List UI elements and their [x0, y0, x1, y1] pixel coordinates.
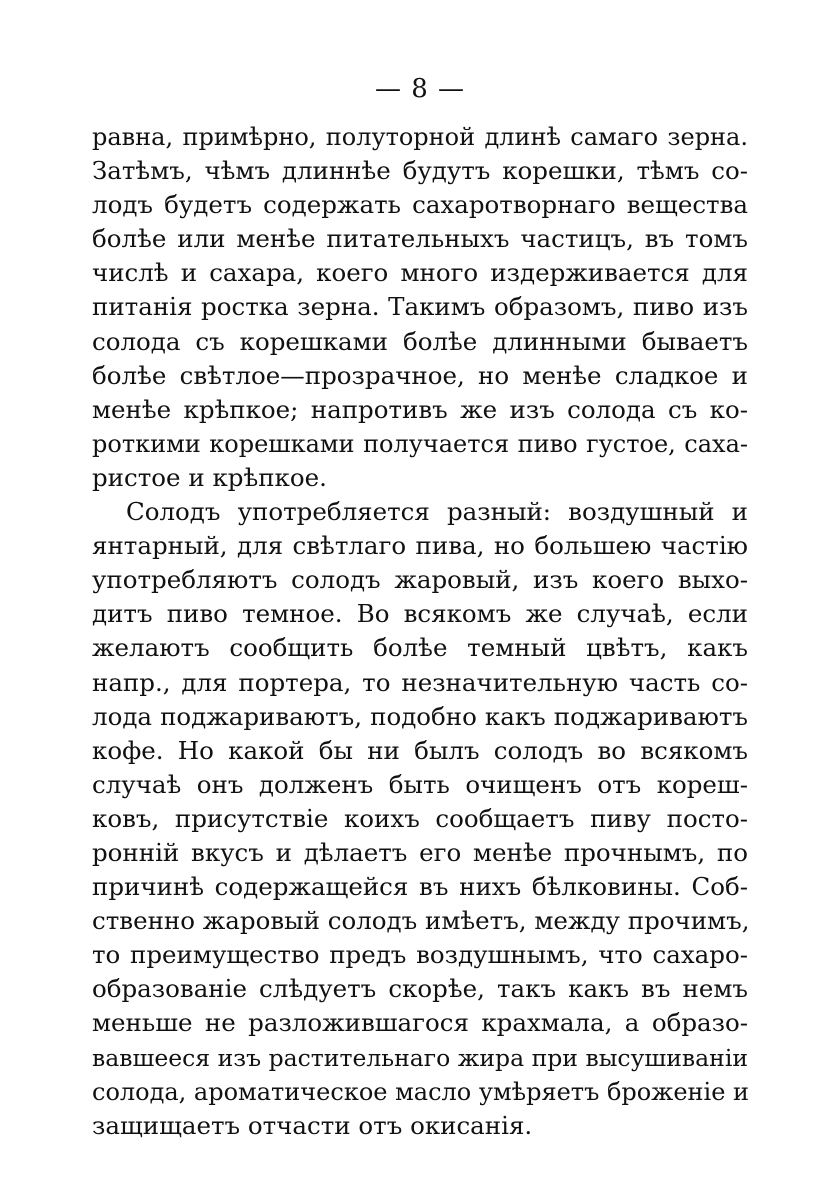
paragraph-2: [92, 495, 748, 1143]
text-line: болѣе свѣтлое—прозрачное, но менѣе сладкое и: [92, 360, 748, 390]
text-line: менѣе крѣпкое; напротивъ же изъ солода съ ко-: [92, 394, 748, 424]
text-line: Солодъ употребляется разный: воздушный и: [126, 497, 748, 527]
text-line: лода поджариваютъ, подобно какъ поджариваютъ: [92, 701, 748, 731]
text-line: случаѣ онъ долженъ быть очищенъ отъ кореш-: [92, 769, 748, 799]
text-line: употребляютъ солодъ жаровый, изъ коего выхо-: [92, 565, 748, 595]
text-line: ристое и крѣпкое.: [92, 462, 327, 492]
text-line: то преимущество предъ воздушнымъ, что сахаро-: [92, 940, 748, 970]
text-line: меньше не разложившагося крахмала, а образо-: [92, 1008, 748, 1038]
text-line: питанія ростка зерна. Такимъ образомъ, пиво изъ: [92, 292, 748, 322]
text-line: янтарный, для свѣтлаго пива, но большею частію: [92, 531, 748, 561]
text-line: ственно жаровый солодъ имѣетъ, между прочимъ,: [92, 906, 750, 936]
paragraph-1: [92, 120, 748, 495]
text-line: роткими корешками получается пиво густое, саха-: [92, 429, 748, 458]
text-line: образованіе слѣдуетъ скорѣе, такъ какъ въ немъ: [92, 974, 748, 1004]
text-line: солода, ароматическое масло умѣряетъ броженіе и: [92, 1077, 750, 1106]
text-line: дитъ пиво темное. Во всякомъ же случаѣ, если: [92, 599, 748, 629]
page-number: — 8 —: [374, 74, 466, 104]
body-text: [92, 120, 748, 1143]
text-line: напр., для портера, то незначительную часть со-: [92, 667, 748, 697]
text-line: лодъ будетъ содержать сахаротворнаго вещества: [92, 190, 748, 220]
text-line: солода съ корешками болѣе длинными бываетъ: [92, 326, 748, 356]
text-line: причинѣ содержащейся въ нихъ бѣлковины. Соб-: [92, 872, 748, 902]
text-line: болѣе или менѣе питательныхъ частицъ, въ томъ: [92, 224, 748, 254]
text-line: желаютъ сообщить болѣе темный цвѣтъ, какъ: [92, 633, 748, 663]
text-line: кофе. Но какой бы ни былъ солодъ во всякомъ: [92, 735, 748, 765]
text-line: ронній вкусъ и дѣлаетъ его менѣе прочнымъ, по: [92, 837, 748, 867]
text-line: Затѣмъ, чѣмъ длиннѣе будутъ корешки, тѣмъ со-: [92, 156, 748, 186]
text-line: равна, примѣрно, полуторной длинѣ самаго зерна.: [92, 123, 748, 151]
text-line: числѣ и сахара, коего много издерживается для: [92, 258, 748, 288]
text-line: вавшееся изъ растительнаго жира при высушиваніи: [92, 1043, 748, 1072]
text-line: защищаетъ отчасти отъ окисанія.: [92, 1110, 533, 1140]
text-line: ковъ, присутствіе коихъ сообщаетъ пиву посто-: [92, 803, 748, 833]
